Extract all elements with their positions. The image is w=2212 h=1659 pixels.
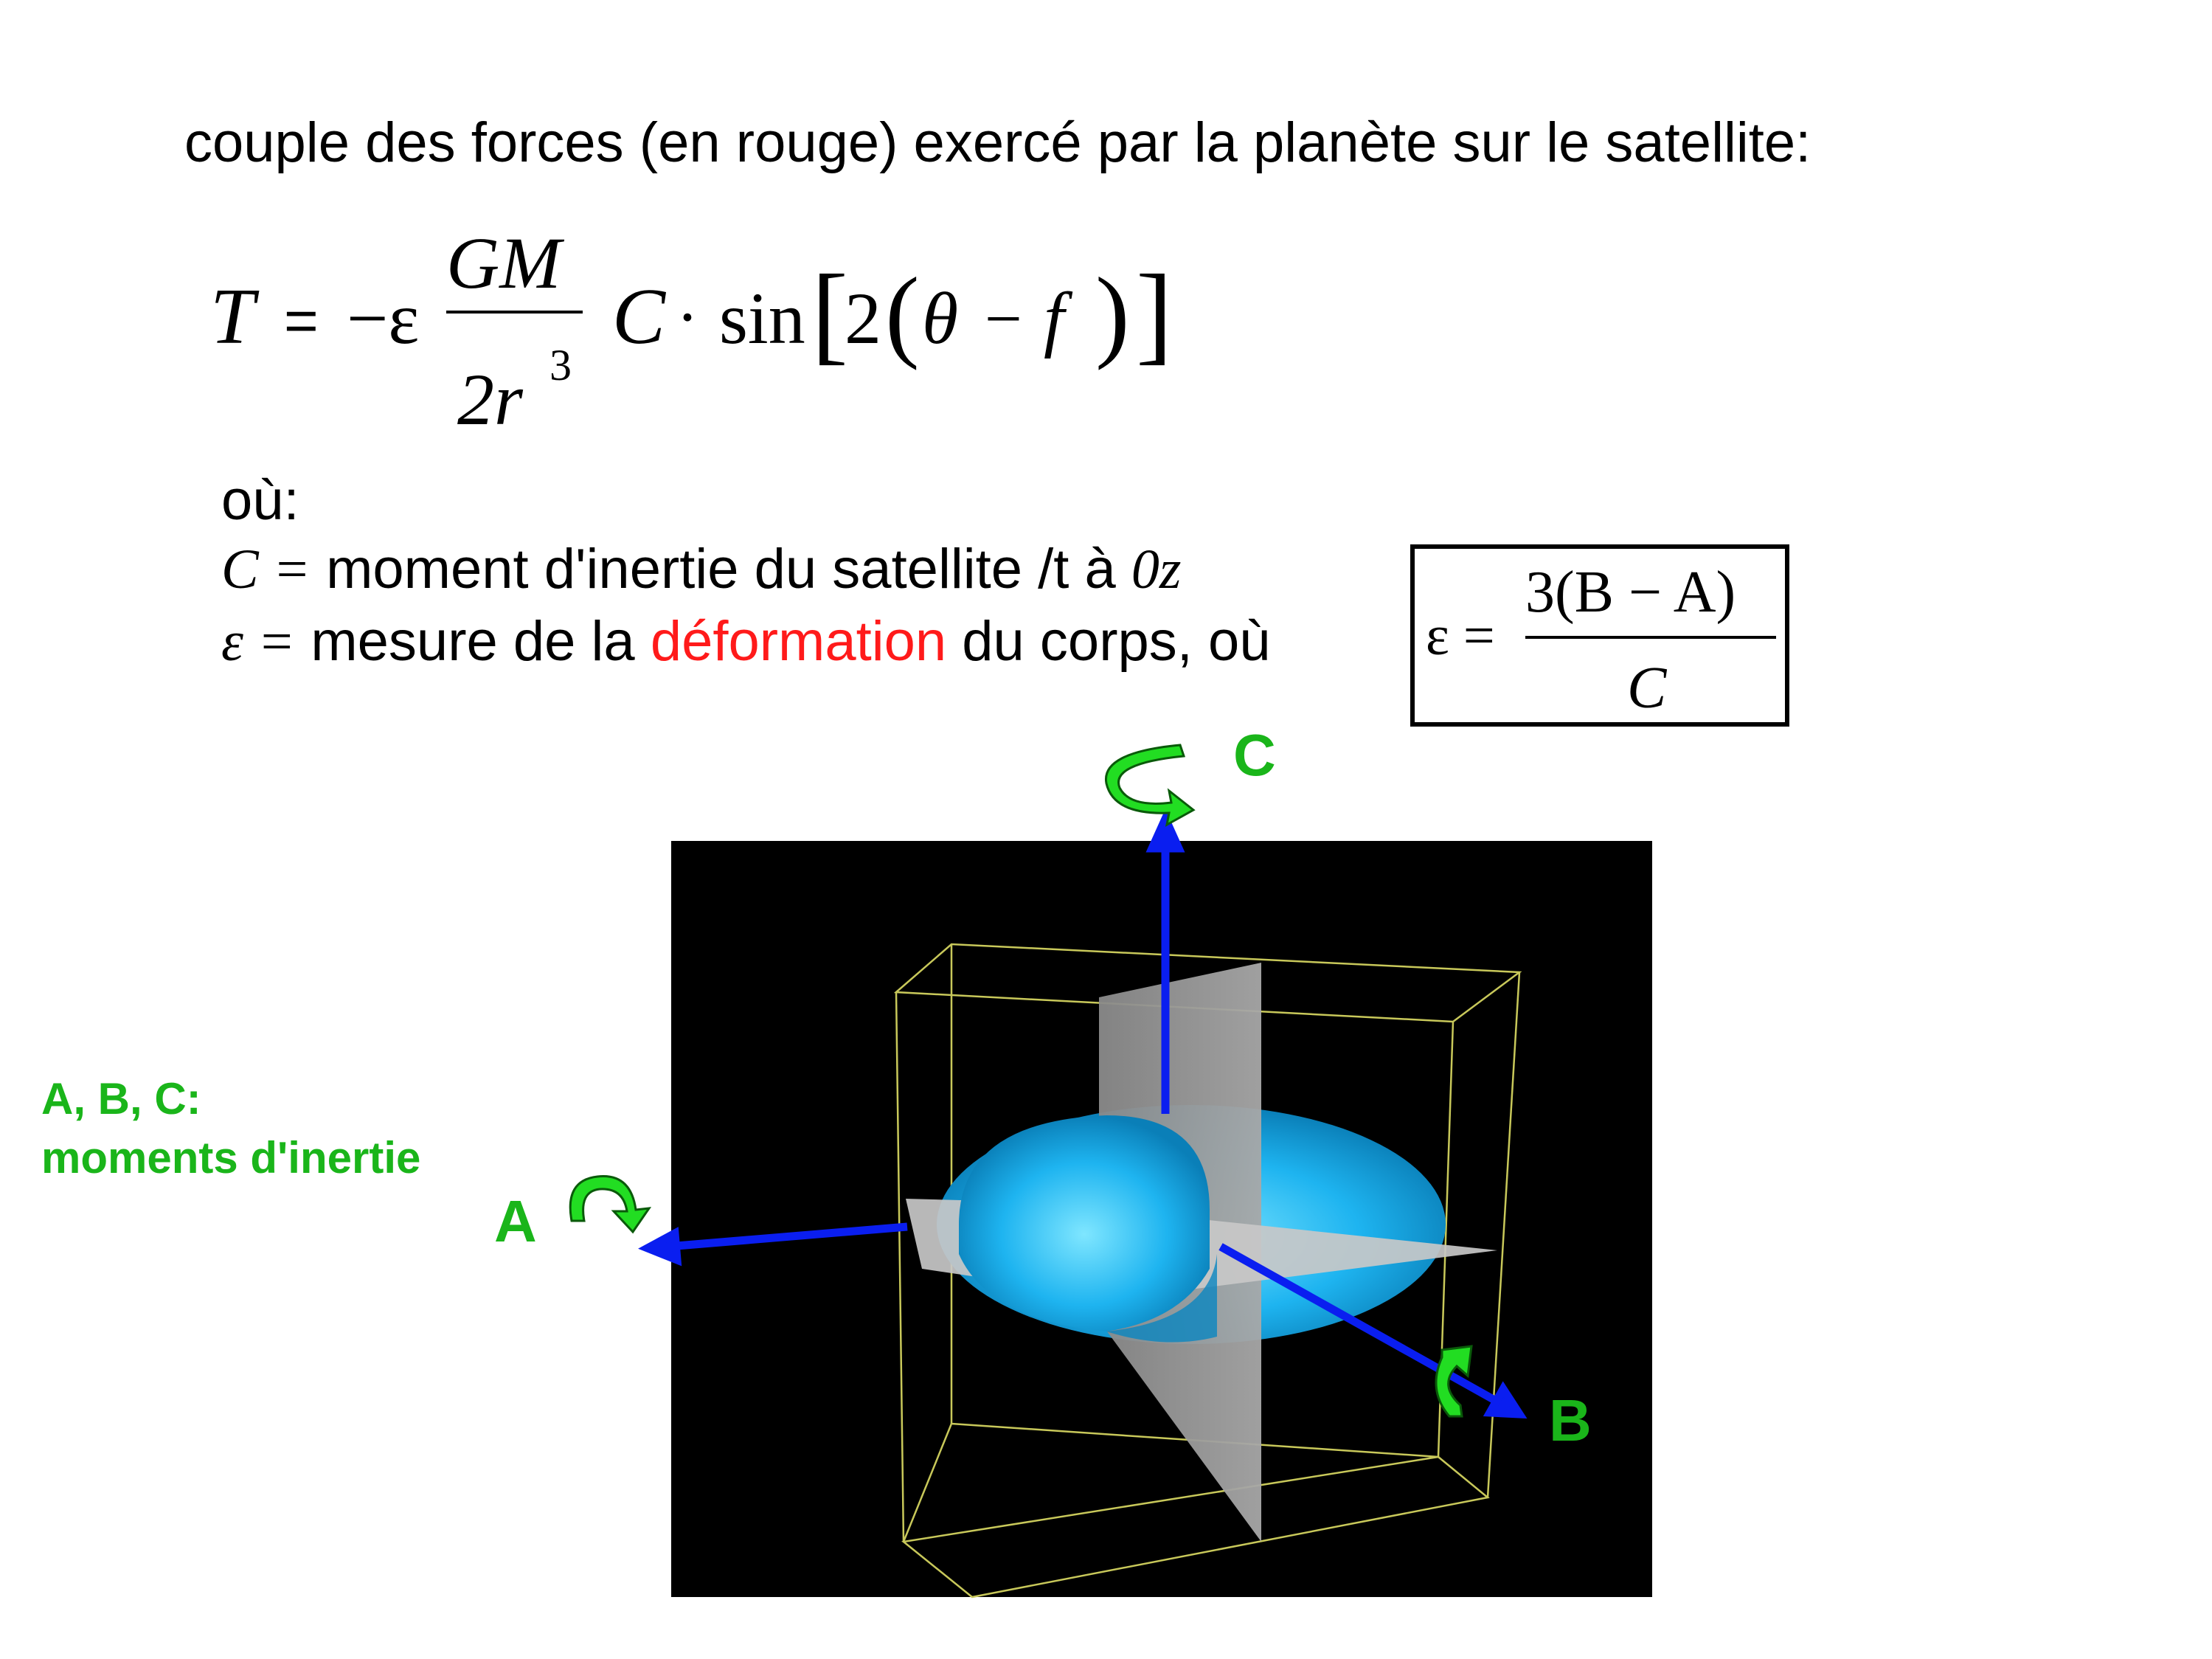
axis-b-label: B <box>1549 1388 1592 1453</box>
formula-dot: · <box>676 281 698 354</box>
legend-c-symbol: C = <box>221 538 311 600</box>
legend-eps-text-before: mesure de la <box>311 610 651 673</box>
axis-a-label: A <box>494 1188 537 1254</box>
formula-numerator: GM <box>446 229 561 304</box>
epsilon-numerator: 3(B − A) <box>1525 560 1736 625</box>
epsilon-lhs: ε = <box>1426 605 1495 667</box>
formula-rparen: ) <box>1095 257 1130 371</box>
formula-denominator: 2r <box>457 359 523 440</box>
formula-two: 2 <box>845 277 881 359</box>
inertia-note-line1: A, B, C: <box>41 1074 201 1123</box>
formula-minus-eps: −ε <box>347 277 420 359</box>
inertia-note-line2: moments d'inertie <box>41 1133 421 1182</box>
legend-ou: où: <box>221 469 299 532</box>
rotation-a-icon <box>570 1177 649 1232</box>
inertia-note <box>41 1070 420 1188</box>
formula-theta: θ <box>922 277 959 359</box>
legend-eps-highlight: déformation <box>650 610 947 673</box>
formula-f: f <box>1044 277 1064 359</box>
legend-c-text: moment d'inertie du satellite /t à <box>326 538 1131 600</box>
formula-equals: = <box>284 288 319 353</box>
formula-lbracket: [ <box>811 252 848 375</box>
legend-eps-symbol: ε = <box>221 611 296 673</box>
formula-minus: − <box>985 283 1022 356</box>
formula-exponent: 3 <box>549 341 572 389</box>
formula-lparen: ( <box>885 257 920 371</box>
formula-c: C <box>612 273 666 361</box>
axis-c-label: C <box>1233 722 1276 788</box>
axis-c-arrowhead <box>1152 819 1179 848</box>
rotation-c-icon <box>1106 745 1193 825</box>
formula-rbracket: ] <box>1136 252 1173 375</box>
axis-a-arrowhead <box>648 1233 677 1260</box>
formula-sin: sin <box>719 277 805 359</box>
legend-eps-text-after: du corps, où <box>946 610 1271 673</box>
legend-c-axis: 0z <box>1131 538 1182 600</box>
heading-text: couple des forces (en rouge) exercé par la planète sur le satellite: <box>184 111 1811 174</box>
epsilon-denominator: C <box>1627 656 1667 721</box>
formula-lhs: T <box>210 273 255 361</box>
